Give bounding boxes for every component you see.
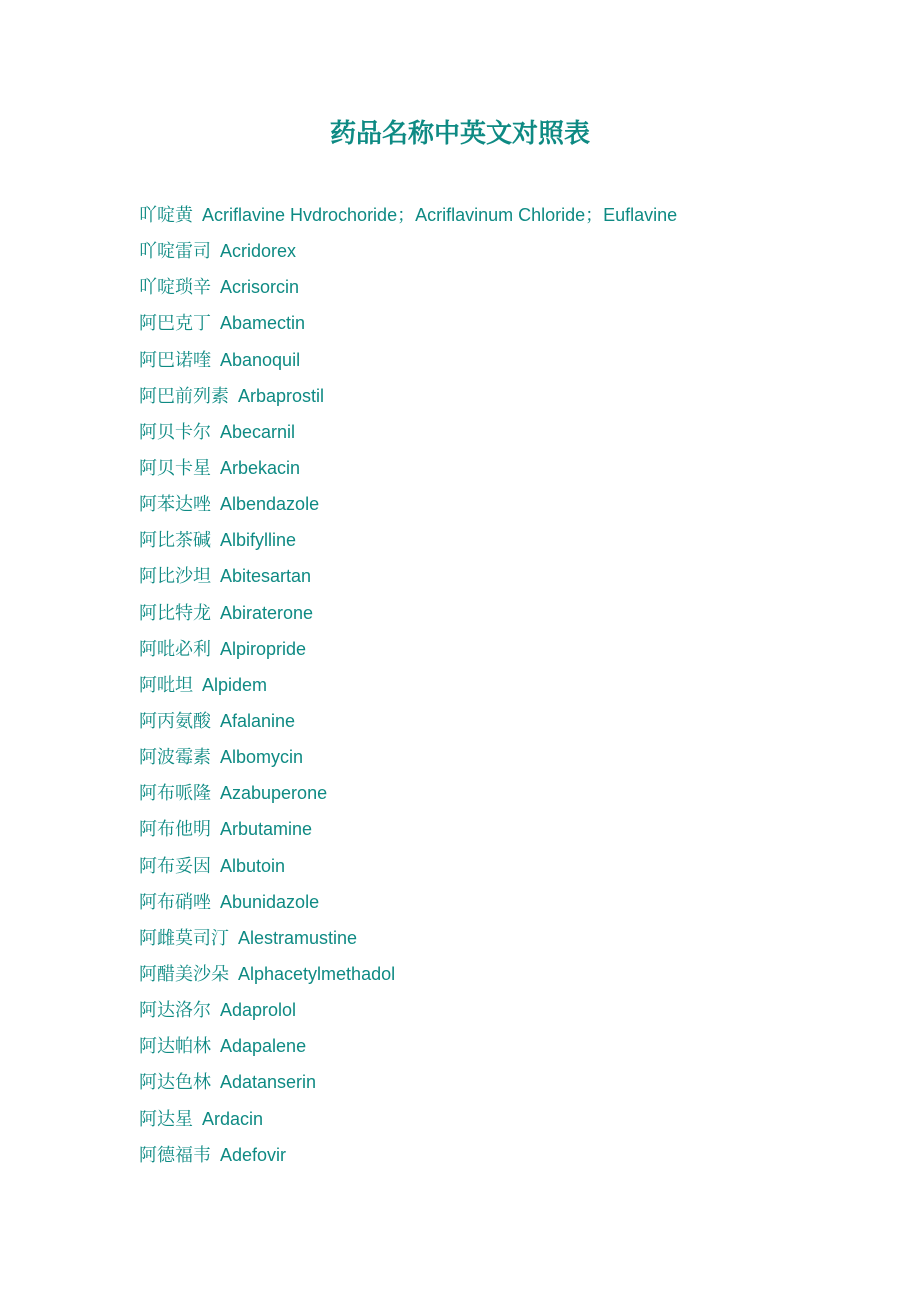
drug-entry	[139, 1064, 677, 1100]
drug-name-english: Arbaprostil	[238, 385, 325, 406]
drug-entry	[139, 305, 677, 341]
drug-name-english: Arbekacin	[220, 457, 301, 478]
drug-name-list	[139, 197, 677, 1173]
drug-entry	[139, 522, 677, 558]
drug-name-english: Abiraterone	[220, 602, 314, 623]
drug-entry	[139, 558, 677, 594]
drug-name-english: Abanoquil	[220, 349, 301, 370]
drug-name-english: Arbutamine	[220, 819, 313, 840]
drug-name-chinese: 阿比沙坦	[139, 566, 211, 588]
drug-name-chinese: 阿巴克丁	[139, 313, 211, 335]
drug-entry	[139, 667, 677, 703]
drug-name-english: Acriflavine Hvdrochoride；Acriflavinum Chloride；Euflavine	[202, 205, 678, 225]
drug-name-english: Abunidazole	[220, 891, 320, 912]
drug-entry	[139, 378, 677, 414]
drug-entry	[139, 920, 677, 956]
drug-entry	[139, 631, 677, 667]
document-title: 药品名称中英文对照表	[329, 119, 590, 149]
drug-entry	[139, 1028, 677, 1064]
drug-entry	[139, 342, 677, 378]
drug-name-english: Albendazole	[220, 494, 320, 515]
drug-name-english: Acrisorcin	[220, 277, 300, 298]
drug-entry	[139, 739, 677, 775]
drug-entry	[139, 703, 677, 739]
drug-name-chinese: 阿布哌隆	[139, 783, 211, 805]
drug-name-chinese: 阿醋美沙朵	[139, 963, 229, 985]
drug-name-english: Adatanserin	[220, 1072, 317, 1093]
drug-name-english: Albutoin	[220, 855, 286, 876]
drug-entry	[139, 884, 677, 920]
drug-name-english: Azabuperone	[220, 783, 328, 804]
drug-name-english: Albifylline	[220, 530, 297, 551]
drug-name-chinese: 阿吡坦	[139, 674, 193, 696]
drug-entry	[139, 197, 677, 233]
drug-entry	[139, 450, 677, 486]
drug-name-chinese: 阿达星	[139, 1108, 193, 1130]
drug-name-chinese: 阿德福韦	[139, 1144, 211, 1166]
drug-name-chinese: 阿贝卡尔	[139, 421, 211, 443]
drug-name-chinese: 阿贝卡星	[139, 457, 211, 479]
drug-name-chinese: 吖啶琐辛	[139, 277, 211, 299]
drug-name-chinese: 阿吡必利	[139, 638, 211, 660]
drug-name-chinese: 吖啶黄	[139, 205, 193, 226]
drug-entry	[139, 1137, 677, 1173]
drug-name-english: Albomycin	[220, 747, 304, 768]
drug-name-chinese: 阿比茶碱	[139, 530, 211, 552]
drug-name-chinese: 阿比特龙	[139, 602, 211, 624]
drug-name-chinese: 阿巴诺喹	[139, 349, 211, 371]
drug-entry	[139, 233, 677, 269]
drug-entry	[139, 775, 677, 811]
drug-name-chinese: 阿达洛尔	[139, 1000, 211, 1022]
drug-name-english: Adefovir	[220, 1144, 287, 1165]
drug-entry	[139, 414, 677, 450]
drug-name-english: Adaprolol	[220, 1000, 297, 1021]
drug-name-english: Abitesartan	[220, 566, 312, 587]
drug-name-chinese: 阿苯达唑	[139, 494, 211, 516]
drug-name-chinese: 阿达色林	[139, 1072, 211, 1094]
drug-name-chinese: 阿雌莫司汀	[139, 927, 229, 949]
drug-entry	[139, 595, 677, 631]
drug-name-chinese: 阿波霉素	[139, 747, 211, 769]
drug-name-english: Alestramustine	[238, 927, 358, 948]
drug-name-chinese: 阿布妥因	[139, 855, 211, 877]
drug-entry	[139, 1101, 677, 1137]
drug-entry	[139, 811, 677, 847]
drug-entry	[139, 486, 677, 522]
drug-entry	[139, 848, 677, 884]
drug-name-chinese: 阿丙氨酸	[139, 710, 211, 732]
drug-name-english: Alpiropride	[220, 638, 307, 659]
drug-entry	[139, 956, 677, 992]
drug-name-chinese: 阿巴前列素	[139, 385, 229, 407]
drug-name-english: Alpidem	[202, 674, 268, 695]
drug-name-english: Abamectin	[220, 313, 306, 334]
drug-name-english: Ardacin	[202, 1108, 264, 1129]
drug-name-chinese: 阿布他明	[139, 819, 211, 841]
drug-name-chinese: 阿布硝唑	[139, 891, 211, 913]
drug-entry	[139, 992, 677, 1028]
drug-name-english: Adapalene	[220, 1036, 307, 1057]
drug-name-english: Alphacetylmethadol	[238, 963, 396, 984]
drug-name-english: Afalanine	[220, 710, 296, 731]
drug-name-chinese: 阿达帕林	[139, 1036, 211, 1058]
drug-name-english: Acridorex	[220, 241, 297, 262]
drug-name-chinese: 吖啶雷司	[139, 241, 211, 263]
drug-entry	[139, 269, 677, 305]
drug-name-english: Abecarnil	[220, 421, 296, 442]
